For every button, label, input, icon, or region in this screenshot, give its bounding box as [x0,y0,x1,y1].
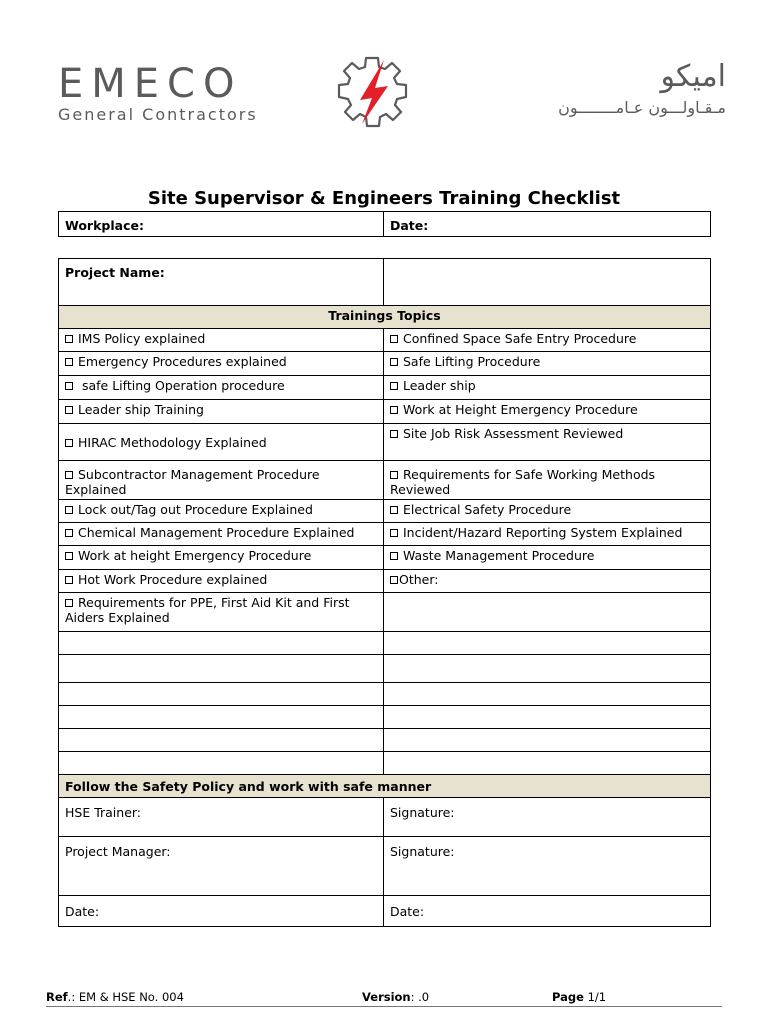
blank-cell[interactable] [59,655,384,683]
letterhead [0,0,768,150]
blank-cell[interactable] [384,593,711,632]
checkbox-icon[interactable] [65,382,73,390]
blank-cell[interactable] [384,683,711,706]
blank-cell[interactable] [384,706,711,729]
checkbox-icon[interactable] [390,576,398,584]
list-item[interactable] [59,500,384,523]
list-item[interactable] [384,329,711,352]
project-manager-label: Project Manager: [65,844,171,859]
topics-header [59,306,711,329]
item-label: IMS Policy explained [78,331,206,346]
footer-page [552,990,606,1004]
list-item[interactable] [384,570,711,593]
item-label: Work at height Emergency Procedure [78,548,312,563]
item-label: Safe Lifting Procedure [403,354,541,369]
checkbox-icon[interactable] [390,529,398,537]
hse-trainer-field[interactable] [59,798,384,837]
footer-ref [46,990,184,1004]
checkbox-icon[interactable] [390,406,398,414]
page-value: 1/1 [583,990,607,1004]
footer-version [362,990,429,1004]
logo-ar-sub: مـقـاولـــون عـامــــــــون [558,98,726,117]
blank-cell[interactable] [59,706,384,729]
logo-en-main: EMECO [58,61,243,107]
checkbox-icon[interactable] [390,382,398,390]
blank-cell[interactable] [384,632,711,655]
project-name-field[interactable] [384,259,711,306]
item-label: Requirements for Safe Working Methods Reviewed [390,467,656,497]
list-item[interactable] [59,570,384,593]
item-label: Requirements for PPE, First Aid Kit and First Aiders Explained [65,595,350,625]
list-item[interactable] [384,376,711,400]
list-item[interactable] [59,593,384,632]
blank-cell[interactable] [384,752,711,775]
item-label: Leader ship [403,378,476,393]
list-item[interactable] [59,376,384,400]
item-label: Electrical Safety Procedure [403,502,572,517]
list-item[interactable] [384,500,711,523]
list-item[interactable] [59,546,384,570]
checkbox-icon[interactable] [65,335,73,343]
company-logo-english [58,61,258,124]
list-item[interactable] [59,400,384,424]
checkbox-icon[interactable] [390,430,398,438]
checkbox-icon[interactable] [390,552,398,560]
list-item[interactable] [384,523,711,546]
item-label: Lock out/Tag out Procedure Explained [78,502,313,517]
list-item[interactable] [384,424,711,461]
signature-label: Signature: [390,805,455,820]
list-item[interactable] [59,424,384,461]
ref-value: .: EM & HSE No. 004 [67,990,184,1004]
list-item[interactable] [59,352,384,376]
project-manager-field[interactable] [59,837,384,896]
checkbox-icon[interactable] [65,576,73,584]
topics-header-label: Trainings Topics [328,308,441,323]
checkbox-icon[interactable] [390,335,398,343]
safety-policy-text: Follow the Safety Policy and work with safe manner [65,778,432,794]
signature-field-2[interactable] [384,837,711,896]
checkbox-icon[interactable] [65,471,73,479]
logo-en-sub: General Contractors [58,105,258,124]
item-label: Subcontractor Management Procedure Explained [65,467,320,497]
item-label: Chemical Management Procedure Explained [78,525,355,540]
list-item[interactable] [59,461,384,500]
workplace-field[interactable] [59,212,384,237]
checkbox-icon[interactable] [65,599,73,607]
checkbox-icon[interactable] [390,506,398,514]
signature-label: Signature: [390,844,455,859]
company-logo-arabic [486,60,726,118]
page-title: Site Supervisor & Engineers Training Checklist [147,188,621,209]
list-item[interactable] [384,546,711,570]
checkbox-icon[interactable] [65,439,73,447]
blank-cell[interactable] [384,729,711,752]
list-item[interactable] [384,461,711,500]
logo-ar-main: اميكو [660,59,726,94]
checkbox-icon[interactable] [65,358,73,366]
checkbox-icon[interactable] [65,552,73,560]
project-name-label: Project Name: [65,265,165,280]
item-label: Incident/Hazard Reporting System Explained [403,525,683,540]
item-label: Waste Management Procedure [403,548,595,563]
signature-field-1[interactable] [384,798,711,837]
item-label: safe Lifting Operation procedure [78,378,285,393]
date-field[interactable] [384,212,711,237]
safety-policy-note [59,775,711,798]
date-field-right[interactable] [384,896,711,927]
workplace-date-table [58,211,711,237]
item-label: Leader ship Training [78,402,204,417]
training-checklist-table [58,258,711,927]
project-name-label-cell [59,259,384,306]
date-label: Date: [65,903,100,919]
gear-bolt-icon [322,42,422,142]
list-item[interactable] [384,352,711,376]
item-label: Other: [399,572,439,587]
list-item[interactable] [59,523,384,546]
page-label: Page [552,990,584,1004]
item-label: Work at Height Emergency Procedure [403,402,638,417]
item-label: Confined Space Safe Entry Procedure [403,331,637,346]
checkbox-icon[interactable] [65,529,73,537]
checkbox-icon[interactable] [390,471,398,479]
hse-trainer-label: HSE Trainer: [65,805,142,820]
checkbox-icon[interactable] [390,358,398,366]
date-label: Date: [390,217,429,233]
date-label: Date: [390,903,425,919]
ref-label: Ref [46,990,68,1004]
document-footer [46,990,722,1007]
version-label: Version [362,990,411,1004]
blank-cell[interactable] [59,752,384,775]
version-value: : .0 [410,990,430,1004]
date-field-left[interactable] [59,896,384,927]
list-item[interactable] [384,400,711,424]
item-label: Emergency Procedures explained [78,354,287,369]
blank-cell[interactable] [59,632,384,655]
item-label: HIRAC Methodology Explained [78,434,267,450]
blank-cell[interactable] [384,655,711,683]
blank-cell[interactable] [59,729,384,752]
workplace-label: Workplace: [65,217,144,233]
checkbox-icon[interactable] [65,406,73,414]
checkbox-icon[interactable] [65,506,73,514]
item-label: Site Job Risk Assessment Reviewed [403,426,624,441]
item-label: Hot Work Procedure explained [78,572,268,587]
blank-cell[interactable] [59,683,384,706]
list-item[interactable] [59,329,384,352]
